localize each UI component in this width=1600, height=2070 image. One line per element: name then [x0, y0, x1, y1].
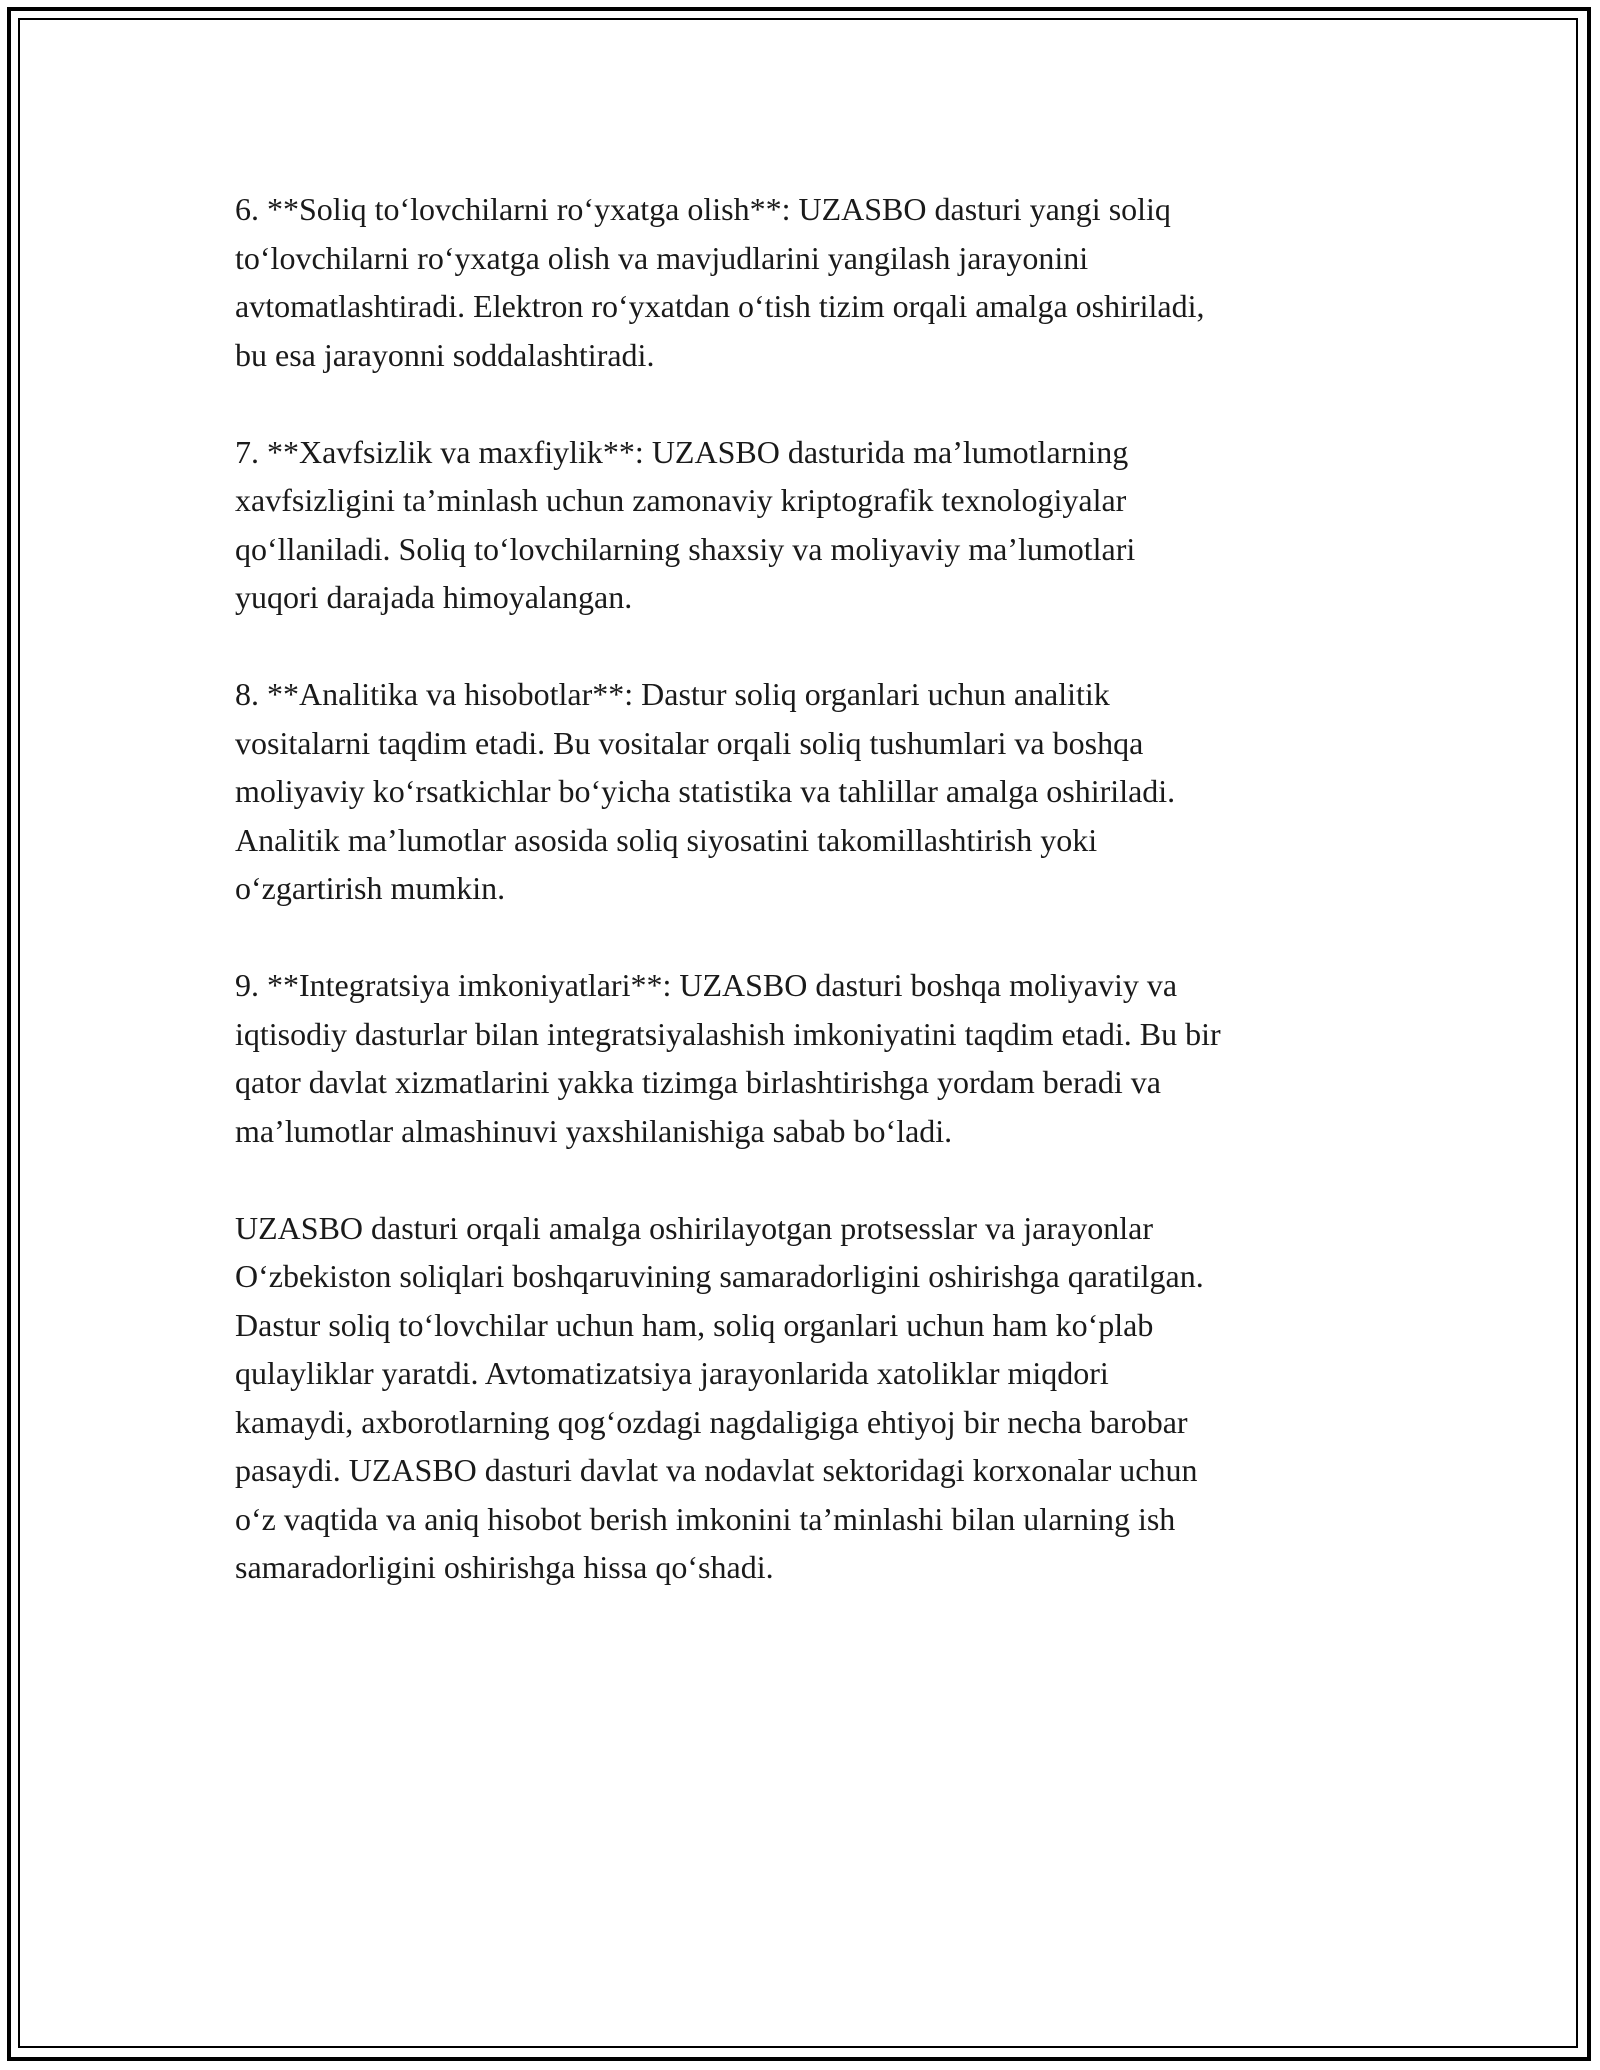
paragraph-integratsiya-imkoniyatlari — [235, 961, 1375, 1155]
text-line: avtomatlashtiradi. Elektron ro‘yxatdan o‘tish tizim orqali amalga oshiriladi, — [235, 288, 1205, 324]
document-body — [235, 185, 1375, 1640]
text-line: iqtisodiy dasturlar bilan integratsiyalashish imkoniyatini taqdim etadi. Bu bir — [235, 1015, 1221, 1052]
text-line: to‘lovchilarni ro‘yxatga olish va mavjudlarini yangilash jarayonini — [235, 239, 1089, 276]
text-line: o‘z vaqtida va aniq hisobot berish imkonini ta’minlashi bilan ularning ish — [235, 1500, 1176, 1537]
text-line: qulayliklar yaratdi. Avtomatizatsiya jarayonlarida xatoliklar miqdori — [235, 1355, 1109, 1391]
text-line: pasaydi. UZASBO dasturi davlat va nodavlat sektoridagi korxonalar uchun — [235, 1452, 1198, 1488]
text-line: 8. **Analitika va hisobotlar**: Dastur soliq organlari uchun analitik — [235, 676, 1110, 712]
text-line: samaradorligini oshirishga hissa qo‘shadi. — [235, 1549, 774, 1585]
text-line: yuqori darajada himoyalangan. — [235, 579, 633, 615]
paragraph-soliq-tolovchilarni-royxatga-olish — [235, 185, 1375, 379]
text-line: xavfsizligini ta’minlash uchun zamonaviy kriptografik texnologiyalar — [235, 482, 1127, 518]
text-line: o‘zgartirish mumkin. — [235, 870, 506, 906]
text-line: bu esa jarayonni soddalashtiradi. — [235, 336, 655, 373]
text-line: moliyaviy ko‘rsatkichlar bo‘yicha statistika va tahlillar amalga oshiriladi. — [235, 773, 1176, 809]
text-line: Dastur soliq to‘lovchilar uchun ham, soliq organlari uchun ham ko‘plab — [235, 1306, 1154, 1343]
text-line: kamaydi, axborotlarning qog‘ozdagi nagdaligiga ehtiyoj bir necha barobar — [235, 1403, 1188, 1440]
text-line: O‘zbekiston soliqlari boshqaruvining samaradorligini oshirishga qaratilgan. — [235, 1258, 1204, 1294]
text-line: Analitik ma’lumotlar asosida soliq siyosatini takomillashtirish yoki — [235, 821, 1098, 858]
paragraph-conclusion — [235, 1204, 1375, 1592]
text-line: 6. **Soliq to‘lovchilarni ro‘yxatga olish**: UZASBO dasturi yangi soliq — [235, 191, 1171, 227]
text-line: ma’lumotlar almashinuvi yaxshilanishiga sabab bo‘ladi. — [235, 1112, 953, 1149]
text-line: 9. **Integratsiya imkoniyatlari**: UZASBO dasturi boshqa moliyaviy va — [235, 967, 1178, 1003]
paragraph-analitika-va-hisobotlar — [235, 670, 1375, 913]
text-line: qator davlat xizmatlarini yakka tizimga birlashtirishga yordam beradi va — [235, 1064, 1161, 1100]
text-line: UZASBO dasturi orqali amalga oshirilayotgan protsesslar va jarayonlar — [235, 1209, 1153, 1246]
text-line: vositalarni taqdim etadi. Bu vositalar orqali soliq tushumlari va boshqa — [235, 724, 1144, 761]
paragraph-xavfsizlik-va-maxfiylik — [235, 428, 1375, 622]
text-line: 7. **Xavfsizlik va maxfiylik**: UZASBO dasturida ma’lumotlarning — [235, 433, 1129, 470]
text-line: qo‘llaniladi. Soliq to‘lovchilarning shaxsiy va moliyaviy ma’lumotlari — [235, 530, 1136, 567]
